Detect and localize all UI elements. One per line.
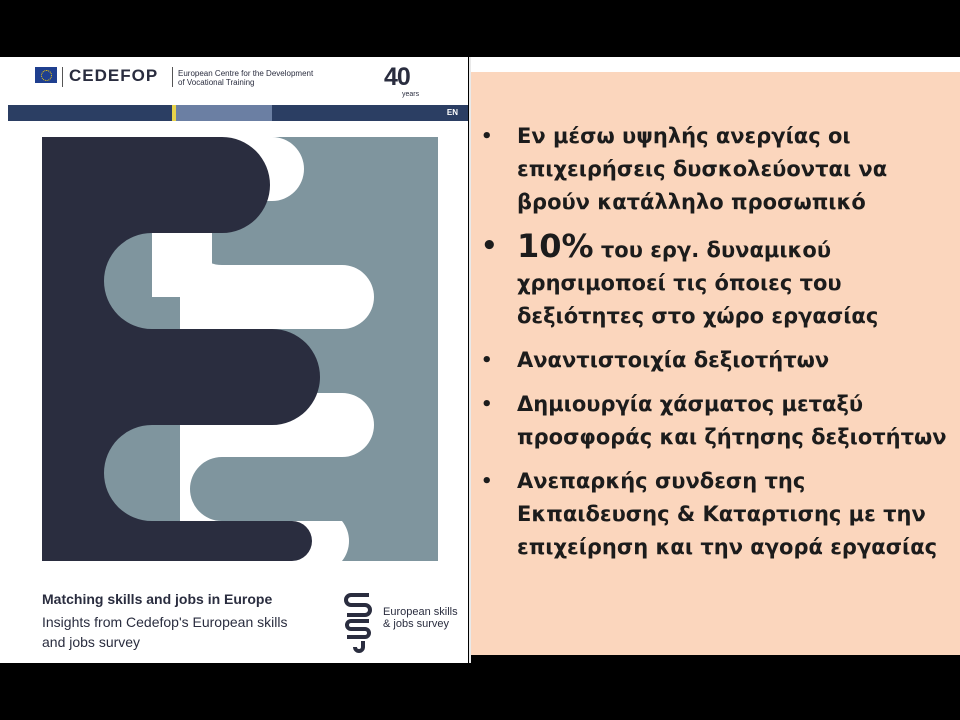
bullet-highlight-percent: 10% [517,227,594,265]
language-code: EN [446,108,458,117]
anniversary-logo: 40 [384,63,410,91]
bullet-item [471,388,960,454]
header-divider [62,67,63,87]
bullet-item [471,227,960,333]
survey-logo-icon [343,591,373,653]
report-cover [0,57,468,663]
panel-top-margin [471,57,960,72]
organisation-name: European Centre for the Development of Vocational Training [178,69,314,87]
logo-j [355,641,363,651]
header-divider [172,67,173,87]
cover-subtitle: Insights from Cedefop's European skills and jobs survey [42,614,288,650]
bullet-dot-icon: • [481,350,493,371]
bullet-dot-icon: • [481,126,493,147]
bar-accent-blue [176,105,272,121]
bullet-panel [471,72,960,655]
cover-artwork [42,137,438,561]
bullet-item [471,120,960,219]
bullet-item [471,465,960,564]
bullet-dot-icon: • [481,231,498,261]
bullet-list [471,120,960,575]
logo-s-mid [347,621,369,637]
survey-logo-text: European skills & jobs survey [383,606,458,630]
anniversary-label: years [402,91,420,98]
cedefop-logo: CEDEFOP [69,66,159,85]
bullet-text: του εργ. δυναμικού χρησιμοποεί τις όποιες του δεξιότητες στο χώρο εργασίας [517,238,879,328]
eu-flag-icon [35,67,57,83]
bullet-dot-icon: • [481,471,493,492]
cover-title: Matching skills and jobs in Europe [42,591,273,607]
bullet-text: Ανεπαρκής συνδεση της Εκπαιδευσης & Καταρτισης με την επιχείρηση και την αγορά εργασίας [517,469,938,559]
bullet-text: Εν μέσω υψηλής ανεργίας οι επιχειρήσεις δυσκολεύονται να βρούν κατάλληλο προσωπικό [517,124,888,214]
cover-color-bar [8,105,468,121]
logo-s-top [346,595,370,615]
bullet-text: Αναντιστοιχία δεξιοτήτων [517,348,830,372]
bullet-dot-icon: • [481,394,493,415]
bullet-text: Δημιουργία χάσματος μεταξύ προσφοράς και ζήτησης δεξιοτήτων [517,392,947,449]
bullet-item [471,344,960,377]
